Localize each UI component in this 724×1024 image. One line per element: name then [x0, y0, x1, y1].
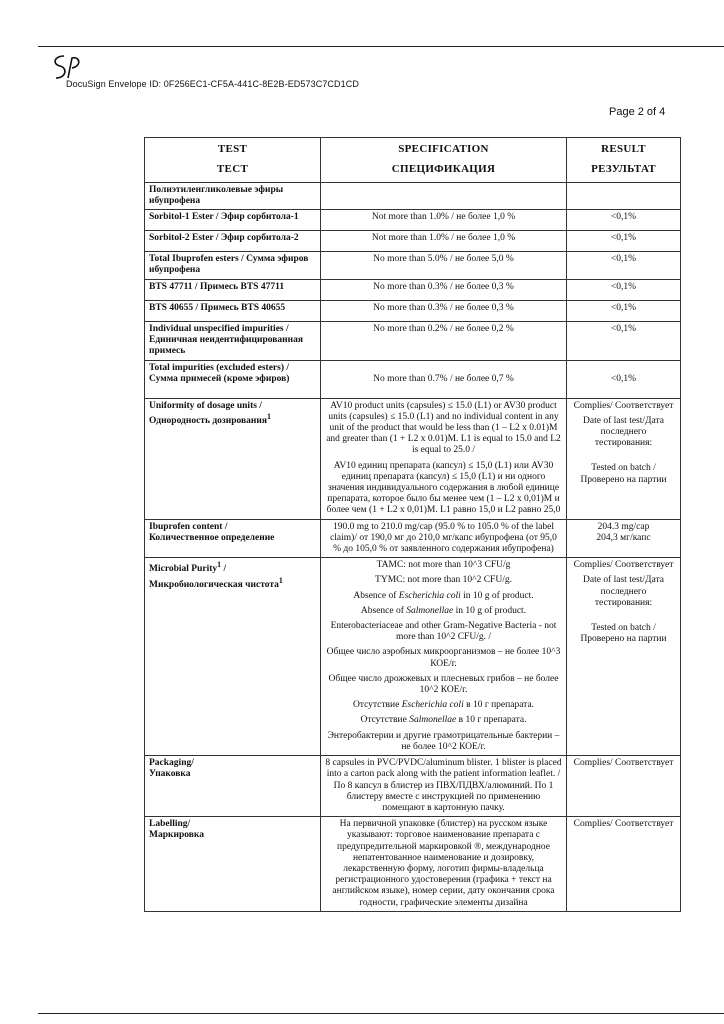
test-cell: Individual unspecified impurities / Единичная неидентифицированная примесь — [145, 322, 321, 361]
test-label-ru: Микробиологическая чистота$^1$ — [149, 575, 283, 590]
result-cell: <0,1% — [567, 252, 681, 280]
table-row — [145, 756, 681, 817]
result-cell — [567, 182, 681, 209]
test-cell: Sorbitol-1 Ester / Эфир сорбитола-1 — [145, 210, 321, 231]
spec-cell — [321, 182, 567, 209]
table-row — [145, 210, 681, 231]
result-cell: <0,1% — [567, 322, 681, 361]
table-row — [145, 301, 681, 322]
table-row — [145, 231, 681, 252]
spec-tamc: TAMC: not more than 10^3 CFU/g — [376, 560, 511, 571]
spec-aerobic-ru: Общее число аэробных микроорганизмов – не более 10^3 КОЕ/г. — [326, 647, 561, 669]
spec-salmonellae-ru: Отсутствие Salmonellae в 10 г препарата. — [360, 715, 527, 726]
test-label-ru: Упаковка — [149, 769, 191, 780]
spec-cell — [321, 398, 567, 519]
test-cell: Sorbitol-2 Ester / Эфир сорбитола-2 — [145, 231, 321, 252]
header-test — [145, 138, 321, 183]
header-test-en: TEST — [217, 143, 248, 155]
header-test-ru: ТЕСТ — [216, 162, 249, 175]
test-cell: Total impurities (excluded esters) / Сумма примесей (кроме эфиров) — [145, 360, 321, 398]
result-value-ru: 204,3 мг/капс — [596, 532, 651, 543]
test-cell: BTS 47711 / Примесь BTS 47711 — [145, 280, 321, 301]
result-cell: <0,1% — [567, 280, 681, 301]
result-cell: <0,1% — [567, 231, 681, 252]
result-cell: <0,1% — [567, 360, 681, 398]
result-complies: Complies/ Соответствует — [573, 400, 674, 411]
spec-cell: 8 capsules in PVC/PVDC/aluminum blister. 1 blister is placed into a carton pack along with the patient information leaflet. / По 8 капсул в блистер из ПВХ/ПДВХ/алюминий. По 1 блистеру вместе с инструкцией по применению помещают в картонную пачку. — [321, 756, 567, 817]
result-complies: Complies/ Соответствует — [573, 560, 674, 571]
bottom-rule — [38, 1013, 724, 1014]
test-label-en: Uniformity of dosage units / — [149, 400, 262, 411]
table-row — [145, 360, 681, 398]
page-number: Page 2 of 4 — [609, 106, 666, 118]
spec-ecoli-en: Absence of Escherichia coli in 10 g of product. — [353, 590, 534, 601]
test-cell — [145, 398, 321, 519]
result-value-en: 204.3 mg/cap — [597, 521, 650, 532]
header-result-en: RESULT — [601, 143, 646, 155]
result-cell: <0,1% — [567, 301, 681, 322]
result-cell: Complies/ Соответствует — [567, 817, 681, 912]
header-result-ru: РЕЗУЛЬТАТ — [591, 162, 656, 175]
spec-text-ru: AV10 единиц препарата (капсул) ≤ 15,0 (L1) или AV30 единиц препарата (капсул) ≤ 15,0 (L1) и ни одного значения индивидуального содержания в любой единице препарата, которое было бы менее чем (1 – L2 х 0,01)М и более чем (1 + L2 х 0,01)М. L1 равно 15,0 и L2 равно 25,0 — [326, 460, 561, 516]
spec-cell: На первичной упаковке (блистер) на русском языке указывают: торговое наименование препарата с предупредительной маркировкой ®, международное непатентованное наименование и дозировку, лекарственную форму, логотип фирмы-владельца регистрационного удостоверения (графика + текст на английском языке), номер серии, дату окончания срока годности, графические элементы дизайна — [321, 817, 567, 912]
spec-cell: 190.0 mg to 210.0 mg/cap (95.0 % to 105.0 % of the label claim)/ от 190,0 мг до 210,0 мг/капс ибупрофена (от 95,0 % до 105,0 % от заявленного содержания ибупрофена) — [321, 519, 567, 558]
test-cell: BTS 40655 / Примесь BTS 40655 — [145, 301, 321, 322]
result-date-of-last-test: Date of last test/Дата последнего тестирования: — [583, 415, 664, 449]
test-label-ru: Однородность дозирования$^1$ — [149, 411, 271, 426]
test-cell: Total Ibuprofen esters / Сумма эфиров ибупрофена — [145, 252, 321, 280]
test-cell — [145, 519, 321, 558]
spec-salmonellae-en: Absence of Salmonellae in 10 g of product. — [360, 605, 527, 616]
specification-table — [144, 137, 681, 912]
spec-cell: No more than 0.2% / не более 0,2 % — [321, 322, 567, 361]
spec-ecoli-ru: Отсутствие Escherichia coli в 10 г препарата. — [352, 700, 535, 711]
table-row — [145, 252, 681, 280]
footnote-marker: 1 — [217, 560, 222, 570]
spec-cell — [321, 558, 567, 756]
spec-text-en: AV10 product units (capsules) ≤ 15.0 (L1) or AV30 product units (capsules) ≤ 15.0 (L1) and no individual content in any unit of the product that would be less than (1 – L2 x 0.01)M and greater than (1 + L2 x 0.01)M. L1 is equal to 15.0 and L2 is equal to 25.0 / — [326, 400, 561, 456]
result-cell: Complies/ Соответствует — [567, 756, 681, 817]
test-label-en: Labelling/ — [149, 819, 191, 830]
result-cell: <0,1% — [567, 210, 681, 231]
header-specification — [321, 138, 567, 183]
table-row — [145, 817, 681, 912]
table-row — [145, 280, 681, 301]
spec-cell: No more than 0.7% / не более 0,7 % — [321, 360, 567, 398]
docusign-envelope-id: DocuSign Envelope ID: 0F256EC1-CF5A-441C-8E2B-ED573C7CD1CD — [66, 79, 359, 89]
spec-tymc: TYMC: not more than 10^2 CFU/g. — [375, 575, 512, 586]
test-cell — [145, 558, 321, 756]
header-result — [567, 138, 681, 183]
test-label-ru: Количественное определение — [149, 532, 275, 543]
spec-enterobacteria-ru: Энтеробактерии и другие грамотрицательные бактерии – не более 10^2 КОЕ/г. — [327, 730, 560, 752]
header-spec-en: SPECIFICATION — [398, 143, 489, 155]
table-row — [145, 558, 681, 756]
test-label-ru: Маркировка — [149, 830, 204, 841]
header-spec-ru: СПЕЦИФИКАЦИЯ — [391, 162, 496, 175]
test-label-en: Packaging/ — [149, 758, 194, 769]
test-cell: Полиэтиленгликолевые эфиры ибупрофена — [145, 182, 321, 209]
spec-cell: No more than 0.3% / не более 0,3 % — [321, 301, 567, 322]
spec-yeast-ru: Общее число дрожжевых и плесневых грибов – не более 10^2 КОЕ/г. — [328, 673, 559, 696]
test-label-en: Microbial Purity$^1$ / — [149, 560, 227, 575]
table-row — [145, 519, 681, 558]
spec-cell: Not more than 1.0% / не более 1,0 % — [321, 231, 567, 252]
footnote-marker: 1 — [266, 411, 271, 421]
result-cell — [567, 519, 681, 558]
test-cell — [145, 817, 321, 912]
table-row — [145, 322, 681, 361]
result-cell — [567, 398, 681, 519]
result-cell — [567, 558, 681, 756]
table-row — [145, 182, 681, 209]
result-tested-on-batch: Tested on batch / Проверено на партии — [580, 463, 667, 485]
result-date-of-last-test: Date of last test/Дата последнего тестирования: — [583, 575, 664, 608]
spec-cell: No more than 5.0% / не более 5,0 % — [321, 252, 567, 280]
footnote-marker: 1 — [278, 575, 283, 585]
spec-cell: No more than 0.3% / не более 0,3 % — [321, 280, 567, 301]
test-cell — [145, 756, 321, 817]
spec-enterobacteria-en: Enterobacteriaceae and other Gram-Negative Bacteria - not more than 10^2 CFU/g. / — [330, 621, 557, 643]
spec-cell: Not more than 1.0% / не более 1,0 % — [321, 210, 567, 231]
test-label-en: Ibuprofen content / — [149, 521, 228, 532]
result-tested-on-batch: Tested on batch / Проверено на партии — [580, 623, 667, 645]
table-row — [145, 398, 681, 519]
top-rule — [38, 46, 724, 47]
header-row — [145, 138, 681, 183]
